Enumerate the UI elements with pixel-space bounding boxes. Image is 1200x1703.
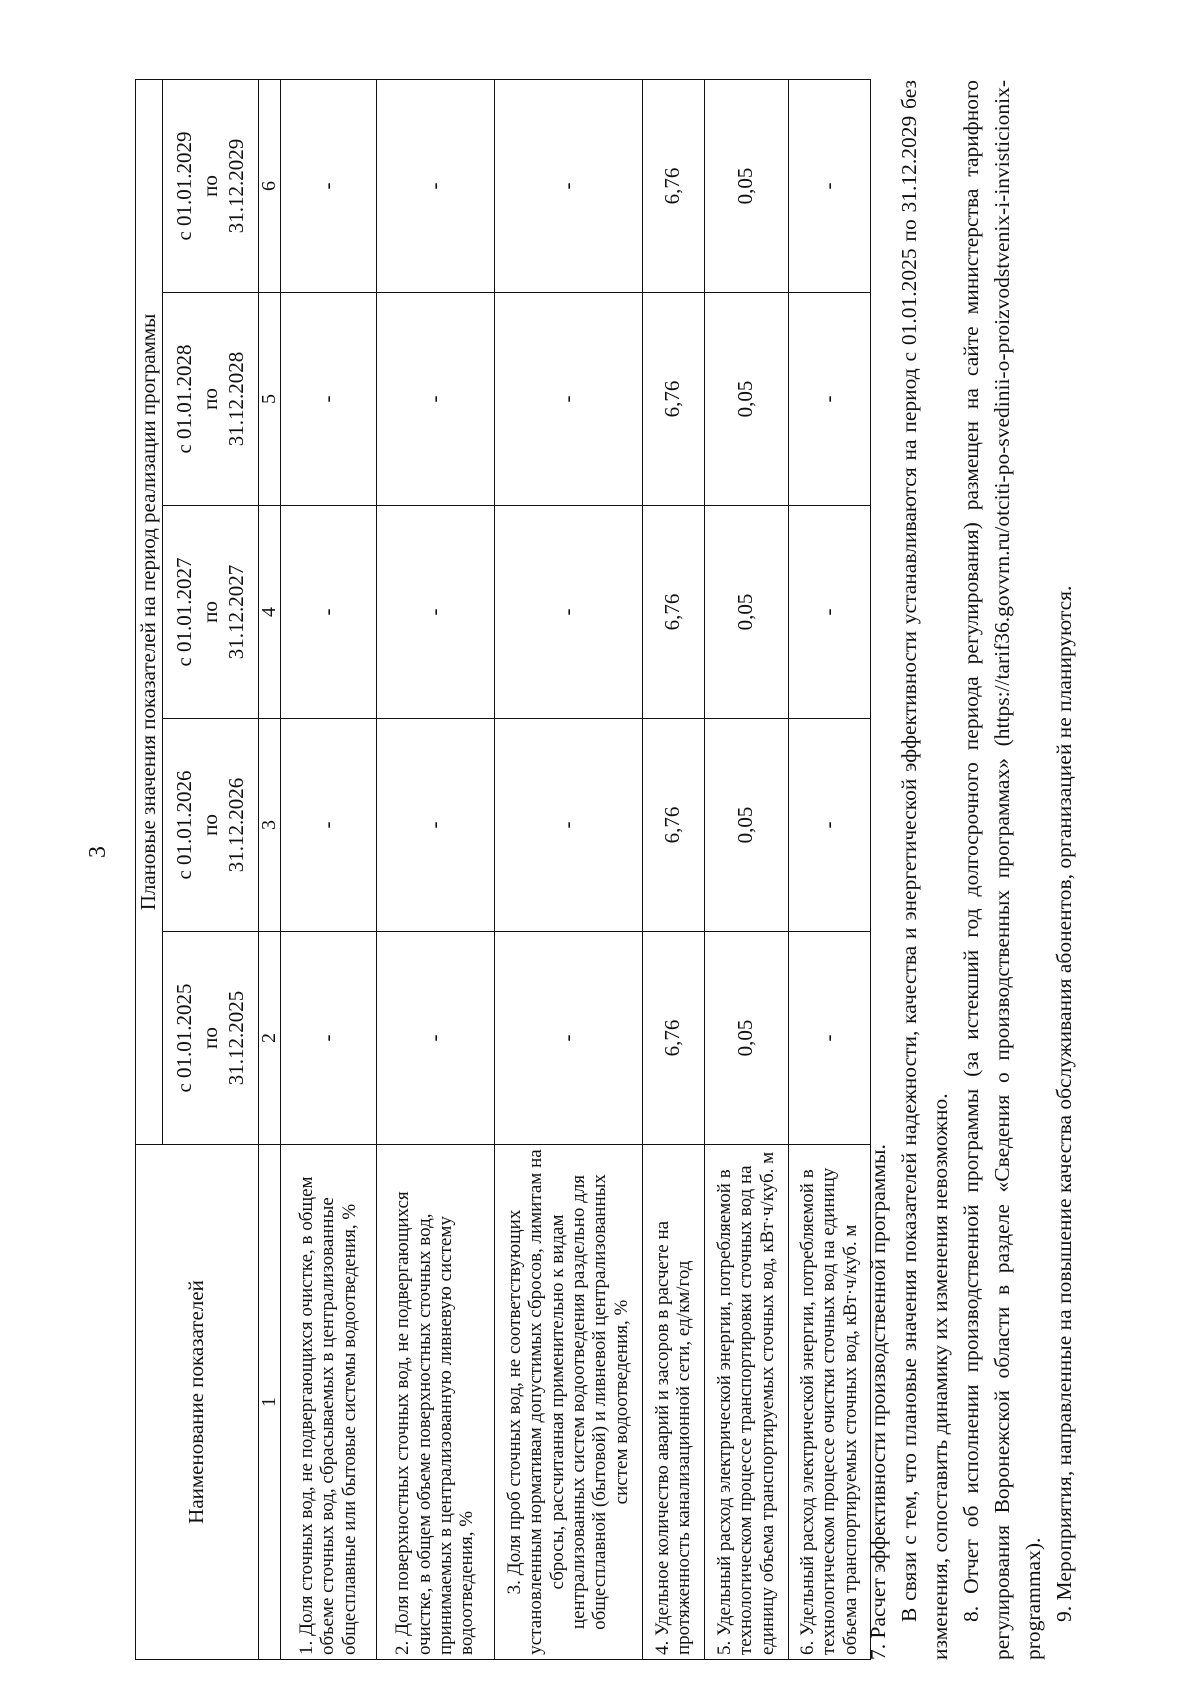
period-sep: по [197, 388, 222, 410]
period-sep: по [197, 814, 222, 836]
column-number: 4 [258, 506, 280, 719]
page-number: 3 [85, 846, 111, 858]
period-sep: по [197, 601, 222, 623]
indicator-value: - [788, 719, 870, 932]
indicator-value: - [280, 932, 376, 1145]
indicator-value: 6,76 [642, 719, 704, 932]
table-row [376, 79, 494, 1659]
table-row [788, 79, 870, 1659]
period-start: с 01.01.2028 [171, 344, 196, 454]
indicator-value: - [376, 506, 494, 719]
indicator-name: 3. Доля проб сточных вод, не соответствующих установленным нормативам допустимых сбросов, лимитам на сбросы, рассчитанная применительно к видам централизованных систем водоотведения раздельно для общесплавной (бытовой) и ливневой централизованных систем водоотведения, % [494, 1145, 642, 1660]
indicator-name: 1. Доля сточных вод, не подвергающихся очистке, в общем объеме сточных вод, сбрасываемых в централизованные общесплавные или бытовые системы водоотведения, % [280, 1145, 376, 1660]
indicator-value: - [494, 79, 642, 292]
period-end: 31.12.2027 [224, 564, 249, 660]
indicator-value: 0,05 [704, 719, 788, 932]
period-sep: по [197, 175, 222, 197]
indicator-value: 6,76 [642, 932, 704, 1145]
section-8-text: 8. Отчет об исполнении производственной программы (за истекший год долгосрочного периода регулирования) размещен на сайте министерства тарифного регулирования Воронежской области в разделе «Сведения о производственных программах» (https://tarif36.govvrn.ru/otciti-po-svedinii-o-proizvodstvenix-i-invisticionix-programmax). [959, 80, 1045, 1660]
indicator-name: 4. Удельное количество аварий и засоров в расчете на протяженность канализационной сети, ед/км/год [642, 1145, 704, 1660]
period-header-2026 [162, 719, 258, 932]
table-row [280, 79, 376, 1659]
indicator-value: - [376, 719, 494, 932]
indicator-value: - [788, 932, 870, 1145]
period-end: 31.12.2026 [224, 777, 249, 873]
section-7-heading: 7. Расчет эффективности производственной программы. [866, 1144, 890, 1660]
table-row [642, 79, 704, 1659]
indicator-value: - [280, 293, 376, 506]
period-end: 31.12.2029 [224, 138, 249, 234]
indicator-value: - [376, 293, 494, 506]
table-row [704, 79, 788, 1659]
table-row [494, 79, 642, 1659]
indicator-value: 0,05 [704, 293, 788, 506]
period-start: с 01.01.2027 [171, 557, 196, 667]
indicator-value: - [280, 506, 376, 719]
column-number: 6 [258, 79, 280, 292]
indicator-value: 6,76 [642, 293, 704, 506]
period-start: с 01.01.2026 [171, 770, 196, 880]
period-start: с 01.01.2025 [171, 983, 196, 1093]
indicator-name: 5. Удельный расход электрической энергии, потребляемой в технологическом процессе транспортировки сточных вод на единицу объема транспортируемых сточных вод, кВт·ч/куб. м [704, 1145, 788, 1660]
indicator-value: - [788, 293, 870, 506]
indicator-value: 0,05 [704, 79, 788, 292]
period-header-2029 [162, 79, 258, 292]
indicator-value: - [376, 932, 494, 1145]
period-start: с 01.01.2029 [171, 131, 196, 241]
indicator-value: - [494, 932, 642, 1145]
period-sep: по [197, 1027, 222, 1049]
indicator-value: - [280, 79, 376, 292]
period-end: 31.12.2025 [224, 990, 249, 1086]
period-header-2027 [162, 506, 258, 719]
indicator-value: - [280, 719, 376, 932]
indicator-value: - [494, 293, 642, 506]
indicator-name: 2. Доля поверхностных сточных вод, не подвергающихся очистке, в общем объеме поверхностных сточных вод, принимаемых в централизованную ливневую систему водоотведения, % [376, 1145, 494, 1660]
indicator-value: - [788, 506, 870, 719]
period-header-2028 [162, 293, 258, 506]
column-group-header-plan-values: Плановые значения показателей на период реализации программы [136, 79, 163, 1144]
indicator-value: 0,05 [704, 506, 788, 719]
period-header-2025 [162, 932, 258, 1145]
indicator-value: - [494, 719, 642, 932]
indicator-value: 6,76 [642, 79, 704, 292]
period-end: 31.12.2028 [224, 351, 249, 447]
column-header-indicator-name: Наименование показателей [136, 1145, 259, 1660]
indicators-table [135, 79, 871, 1660]
section-7-text: В связи с тем, что плановые значения показателей надежности, качества и энергетической эффективности устанавливаются на период с 01.01.2025 по 31.12.2029 без изменения, сопоставить динамику их изменения невозможно. [897, 80, 952, 1660]
column-number: 5 [258, 293, 280, 506]
indicator-name: 6. Удельный расход электрической энергии, потребляемой в технологическом процессе очистки сточных вод на единицу объема транспортируемых сточных вод, кВт·ч/куб. м [788, 1145, 870, 1660]
column-number: 2 [258, 932, 280, 1145]
indicator-value: - [494, 506, 642, 719]
indicator-value: - [376, 79, 494, 292]
section-9-text: 9. Мероприятия, направленные на повышение качества обслуживания абонентов, организацией не планируются. [1052, 585, 1076, 1622]
notes-section [863, 80, 1080, 1660]
column-number: 1 [258, 1145, 280, 1660]
indicator-value: 6,76 [642, 506, 704, 719]
column-number: 3 [258, 719, 280, 932]
indicator-value: 0,05 [704, 932, 788, 1145]
rotated-page-content [115, 80, 1165, 1660]
indicator-value: - [788, 79, 870, 292]
